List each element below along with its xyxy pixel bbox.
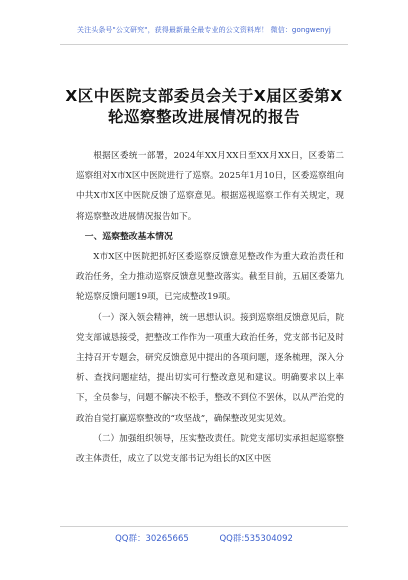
footer-qq-group-1: QQ群：30265665	[115, 534, 189, 544]
title-line-2: 轮巡察整改进展情况的报告	[107, 108, 300, 126]
footer-qq-group-2: QQ群:535304092	[219, 534, 293, 544]
intro-paragraph: 根据区委统一部署，2024年XX月XX日至XX月XX日，区委第二巡察组对X市X区中医院进行了巡察。2025年1月10日，区委巡察组向中共X市X区中医院反馈了巡察意见。根据巡视巡察工作有关规定，现将巡察整改进展情况报告如下。	[76, 151, 344, 222]
footer-divider	[60, 526, 348, 527]
body-paragraph: （二）加强组织领导，压实整改责任。院党支部切实承担起巡察整改主体责任，成立了以党支部书记为组长的X区中医	[76, 433, 344, 465]
document-title	[40, 86, 368, 128]
header-divider	[60, 44, 348, 45]
footer	[0, 532, 408, 544]
title-line-1: X区中医院支部委员会关于X届区委第X	[65, 87, 343, 105]
body-paragraph: X市X区中医院把抓好区委巡察反馈意见整改作为重大政治责任和政治任务，全力推动巡察反馈意见整改落实。截至目前，五届区委第九轮巡察反馈问题19项，已完成整改19项。	[76, 252, 344, 303]
header-note: 关注头条号"公文研究"，获得最新最全最专业的公文资料库！ 微信：gongwenyj	[77, 26, 331, 34]
document-body	[76, 146, 344, 469]
section-heading: 一、巡察整改基本情况	[84, 231, 173, 242]
body-paragraph: （一）深入领会精神，统一思想认识。接到巡察组反馈意见后，院党支部诚恳接受，把整改工作作为一项重大政治任务，党支部书记及时主持召开专题会，研究反馈意见中提出的各项问题，逐条梳理，深入分析、查找问题症结，提出切实可行整改意见和建议。明确要求以上率下，全员参与，问题不解决不松手，整改不到位不罢休，以从严治党的政治自觉打赢巡察整改的“攻坚战”，确保整改见实见效。	[76, 312, 344, 424]
